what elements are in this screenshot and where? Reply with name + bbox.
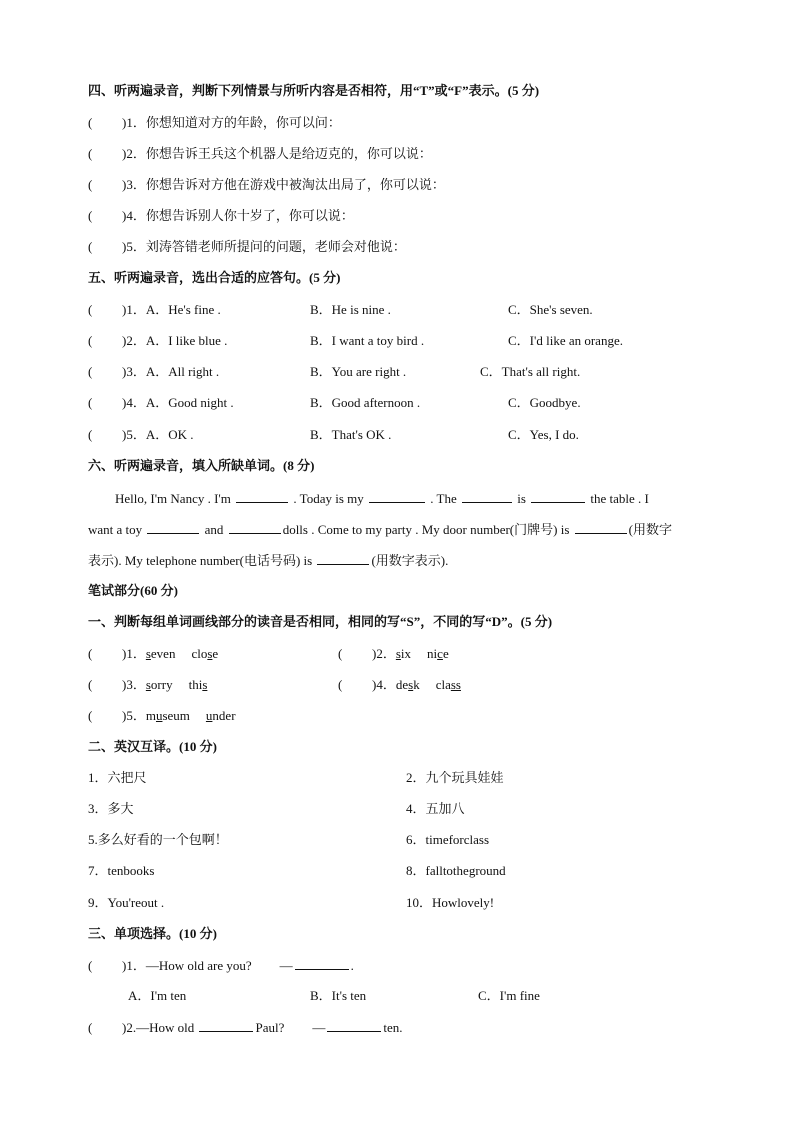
cloze-text: Hello, I'm Nancy . I'm — [115, 491, 231, 506]
written-1-heading: 一、判断每组单词画线部分的读音是否相同，相同的写“S”，不同的写“D”。(5 分) — [88, 614, 553, 629]
question-stem: )2.—How old — [122, 1020, 195, 1035]
w2-item-5: 5.多么好看的一个包啊！ — [88, 832, 228, 847]
word-b: this — [188, 677, 208, 692]
cloze-text: 表示). My telephone number(电话号码) is — [88, 553, 313, 568]
answer-paren[interactable]: ( — [88, 239, 93, 254]
option-c: C．I'd like an orange. — [508, 333, 623, 348]
section-4-heading: 四、听两遍录音，判断下列情景与所听内容是否相符，用“T”或“F”表示。(5 分) — [88, 83, 540, 98]
answer-paren[interactable]: ( — [88, 146, 93, 161]
cloze-blank-6[interactable] — [229, 519, 281, 534]
cloze-text: . Today is my — [293, 491, 364, 506]
option-b: B．He is nine . — [310, 302, 391, 317]
sec5-item-3 — [88, 362, 728, 382]
w1-item-4 — [338, 675, 461, 695]
sec4-item-3 — [88, 175, 445, 195]
option-b: B．It's ten — [310, 988, 367, 1003]
option-a: )1．A．He's fine . — [122, 302, 221, 317]
answer-blank[interactable] — [199, 1017, 253, 1032]
word-a: desk — [395, 677, 420, 692]
cloze-line-3 — [88, 550, 448, 570]
item-number: )2． — [372, 646, 396, 661]
w1-item-5 — [88, 706, 236, 726]
underlined-letters: s — [395, 646, 401, 661]
cloze-text: (用数字 — [628, 522, 672, 537]
answer-paren[interactable]: ( — [88, 302, 93, 317]
word-b: close — [191, 646, 219, 661]
section-5-heading: 五、听两遍录音，选出合适的应答句。(5 分) — [88, 270, 341, 285]
answer-blank[interactable] — [327, 1017, 381, 1032]
cloze-blank-2[interactable] — [369, 488, 425, 503]
underlined-letters: c — [437, 646, 443, 661]
cloze-blank-3[interactable] — [462, 488, 512, 503]
option-a: )5．A．OK . — [122, 427, 194, 442]
word-b: under — [205, 708, 236, 723]
cloze-blank-8[interactable] — [317, 550, 369, 565]
answer-paren[interactable]: ( — [88, 427, 93, 442]
written-2-heading: 二、英汉互译。(10 分) — [88, 739, 217, 754]
option-a: )3．A．All right . — [122, 364, 220, 379]
sec5-item-5 — [88, 425, 728, 445]
cloze-line-2 — [88, 519, 672, 539]
cloze-text: dolls . Come to my party . My door number(门牌号) is — [282, 522, 570, 537]
sec4-item-text: )5．刘涛答错老师所提问的问题，老师会对他说： — [122, 239, 406, 254]
answer-paren[interactable]: ( — [88, 395, 93, 410]
answer-paren[interactable]: ( — [88, 958, 93, 973]
cloze-text: . The — [430, 491, 457, 506]
w3-question-1: ( )1．—How old are you? — . — [88, 955, 354, 975]
sec4-item-text: )1．你想知道对方的年龄，你可以问： — [122, 115, 341, 130]
answer-paren[interactable]: ( — [88, 208, 93, 223]
underlined-letters: s — [207, 646, 213, 661]
underlined-letters: s — [408, 677, 414, 692]
word-a: seven — [145, 646, 176, 661]
cloze-blank-5[interactable] — [147, 519, 199, 534]
option-c: C．I'm fine — [478, 988, 540, 1003]
w2-item-1: 1．六把尺 — [88, 770, 147, 785]
question-stem: )1．—How old are you? — [122, 958, 252, 973]
option-c: C．That's all right. — [480, 364, 581, 379]
answer-paren[interactable]: ( — [88, 115, 93, 130]
underlined-letters: s — [145, 677, 151, 692]
w3-question-2: ( )2.—How old Paul? — ten. — [88, 1017, 403, 1037]
cloze-text: the table . I — [590, 491, 649, 506]
w1-item-2 — [338, 644, 449, 664]
option-a: )4．A．Good night . — [122, 395, 234, 410]
answer-paren[interactable]: ( — [88, 364, 93, 379]
sec4-item-text: )4．你想告诉别人你十岁了，你可以说： — [122, 208, 354, 223]
written-part-heading: 笔试部分(60 分) — [88, 583, 178, 598]
section-6-heading: 六、听两遍录音，填入所缺单词。(8 分) — [88, 458, 315, 473]
w2-item-10: 10．Howlovely! — [406, 895, 495, 910]
dash: — — [279, 958, 293, 973]
cloze-blank-4[interactable] — [531, 488, 585, 503]
dash: — — [312, 1020, 326, 1035]
answer-blank[interactable] — [295, 955, 349, 970]
sec4-item-2 — [88, 144, 432, 164]
cloze-line-1 — [115, 488, 649, 508]
w2-item-4: 4．五加八 — [406, 801, 465, 816]
option-b: B．You are right . — [310, 364, 407, 379]
item-number: )5． — [122, 708, 146, 723]
cloze-text: and — [204, 522, 224, 537]
sec4-item-text: )3．你想告诉对方他在游戏中被淘汰出局了，你可以说： — [122, 177, 445, 192]
word-a: six — [395, 646, 412, 661]
w2-item-6: 6．timeforclass — [406, 832, 490, 847]
option-b: B．Good afternoon . — [310, 395, 421, 410]
w1-item-1 — [88, 644, 218, 664]
option-c: C．Goodbye. — [508, 395, 581, 410]
answer-paren[interactable]: ( — [88, 646, 93, 661]
answer-paren[interactable]: ( — [338, 646, 343, 661]
sec4-item-5 — [88, 237, 406, 257]
underlined-letters: u — [155, 708, 163, 723]
w2-item-9: 9．You'reout . — [88, 895, 165, 910]
underlined-letters: s — [145, 646, 151, 661]
cloze-blank-7[interactable] — [575, 519, 627, 534]
w2-item-7: 7．tenbooks — [88, 863, 155, 878]
cloze-text: is — [517, 491, 526, 506]
option-c: C．She's seven. — [508, 302, 593, 317]
w1-item-3 — [88, 675, 207, 695]
sec5-item-1 — [88, 300, 728, 320]
cloze-text: (用数字表示). — [371, 553, 449, 568]
answer-paren[interactable]: ( — [88, 708, 93, 723]
option-b: B．That's OK . — [310, 427, 392, 442]
answer-paren[interactable]: ( — [88, 677, 93, 692]
option-b: B．I want a toy bird . — [310, 333, 425, 348]
item-number: )4． — [372, 677, 396, 692]
w2-item-2: 2．九个玩具娃娃 — [406, 770, 504, 785]
option-c: C．Yes, I do. — [508, 427, 579, 442]
item-number: )1． — [122, 646, 146, 661]
option-a: )2．A．I like blue . — [122, 333, 228, 348]
option-a: A．I'm ten — [128, 988, 187, 1003]
w2-item-3: 3．多大 — [88, 801, 134, 816]
underlined-letters: u — [205, 708, 213, 723]
cloze-text: want a toy — [88, 522, 143, 537]
sec5-item-2 — [88, 331, 728, 351]
sec5-item-4 — [88, 393, 728, 413]
sec4-item-4 — [88, 206, 354, 226]
answer-paren[interactable]: ( — [338, 677, 343, 692]
answer-paren[interactable]: ( — [88, 1020, 93, 1035]
underlined-letters: s — [202, 677, 208, 692]
sec4-item-text: )2．你想告诉王兵这个机器人是给迈克的，你可以说： — [122, 146, 432, 161]
underlined-letters: ss — [450, 677, 461, 692]
sec4-item-1 — [88, 113, 341, 133]
word-a: sorry — [145, 677, 173, 692]
item-number: )3． — [122, 677, 146, 692]
cloze-blank-1[interactable] — [236, 488, 288, 503]
w2-item-8: 8．falltotheground — [406, 863, 506, 878]
answer-paren[interactable]: ( — [88, 177, 93, 192]
w3-q1-options — [128, 986, 628, 1006]
word-b: nice — [427, 646, 449, 661]
word-b: class — [435, 677, 461, 692]
written-3-heading: 三、单项选择。(10 分) — [88, 926, 217, 941]
word-a: museum — [145, 708, 190, 723]
answer-paren[interactable]: ( — [88, 333, 93, 348]
